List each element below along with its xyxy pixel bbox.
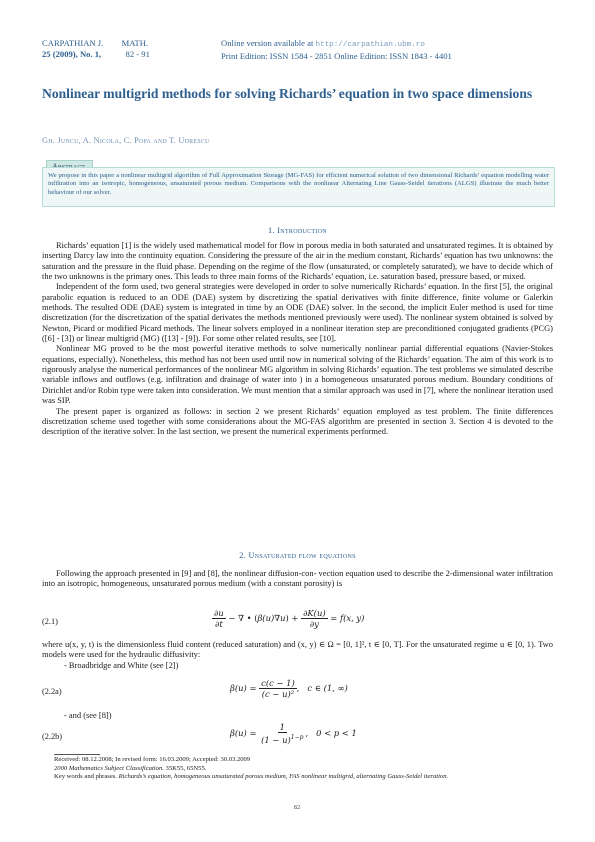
keywords (54, 773, 554, 782)
introduction-body (42, 240, 553, 437)
equation-2-2a-condition: c ∈ (1, ∞) (307, 683, 348, 693)
edition-info (221, 38, 561, 62)
received-dates: Received: 08.12.2008; In revised form: 16.03.2009; Accepted: 30.03.2009 (54, 756, 251, 763)
author-list: Gh. Juncu, A. Nicola, C. Popa and T. Udrescu (42, 136, 210, 145)
equation-2-2b: β(u) = $\frac{1}{(1 - u)^{1-p}}$ , 0 < p < 1 (230, 722, 357, 745)
section2-intro (42, 568, 553, 589)
equation-2-2b-condition: 0 < p < 1 (316, 727, 357, 738)
equation-2-2a: β(u) = $\frac{c(c - 1)}{\text{(c − u)²}}$ , c ∈ (1, ∞) (230, 678, 348, 699)
online-url-link[interactable]: http://carpathian.ubm.ro (315, 41, 425, 49)
journal-header (42, 38, 192, 60)
abstract-text: We propose in this paper a nonlinear multigrid algorithm of Full Approximation Storage (MG-FAS) for efficient numerical solution of two dimensional Richards’ equation modelling water infiltration into an isotropic, homogeneous, unsaturated porous medium. Comparisons with the nonlinear Alternating Line Gauss-Seidel iterations (ALGS) illustrate the much better behaviour of our solver. (48, 172, 549, 196)
model-item-second: - and (see [8]) (64, 710, 112, 720)
section2-paragraph: Following the approach presented in [9] and [8], the nonlinear diffusion-con- vection equation used to describe the 2-dimensional water infiltration into an isotropic, homogeneous, unsaturated porous medium (with a constant porosity) is (42, 568, 553, 589)
intro-paragraph: Richards’ equation [1] is the widely used mathematical model for flow in porous media in both saturated and unsaturated regimes. It is obtained by inserting Darcy law into the continuity equation. Considering the pressure of the air in the medium constant, Richards’ equation has two unknowns: the saturation and the pressure in the fluid phase. Depending on the regime of the flow (unsaturated, or completely saturated), we have to decide which of the two unknowns is the primary ones. This leads to three main forms of the Richards’ equation, i.e. saturation based, pressure based, or mixed. (42, 240, 553, 282)
footnotes (54, 756, 554, 782)
equation-label-2-1: (2.1) (42, 617, 58, 626)
keywords-list: Richards’s equation, homogeneous unsaturated porous medium, FAS nonlinear multigrid, alternating Gauss-Seidel iteration. (118, 773, 449, 781)
online-label: Online version available at (221, 38, 314, 48)
intro-paragraph: Independent of the form used, two general strategies were developed in order to solve numerically Richards’ equation. In the first [5], the original parabolic equation is reduced to an ODE (DAE) system by discretizing the spatial derivatives with finite difference, finite volume or Galerkin methods. The resulted ODE (DAE) system is integrated in time by an ODE (DAE) solver. In the second, the implicit Euler method is used for time discretization (for the discretization of the spatial derivates the methods mentioned previously were used). The nonlinear system obtained is solved by Newton, Picard or modified Picard methods. The linear solvers employed in a nonlinear iteration step are preconditioned conjugated gradients (PCG) ([6] - [3]) or linear multigrid (MG) ([13] - [9]). For some other related results, see [10]. (42, 281, 553, 344)
section-heading-introduction: 1. Introduction (268, 226, 327, 235)
equation-2-1-explanation: where u(x, y, t) is the dimensionless fluid content (reduced saturation) and (x, y) ∈ Ω = [0, 1]², t ∈ [0, T]. For the unsaturated regime u ∈ [0, 1). Two models were used for the hydraulic diffusivity: (42, 639, 553, 660)
msc-classification (54, 765, 554, 774)
keywords-label: Key words and phrases. (54, 773, 117, 781)
intro-paragraph: Nonlinear MG proved to be the most powerful iterative methods to solve numerically nonlinear partial differential equations (Navier-Stokes equations, especially). Nonetheless, this method has not been used until now in numerical solving of the Richards’ equation. The aim of this work is to rigorously analyse the numerical performances of the nonlinear MG algorithm in solving Richards’ equation. The test problems we simulated describe variable inflows and outflows (e.g. infiltration and drainage of water into ) in a homogeneous unsaturated porous medium. Boundary conditions of Dirichlet and/or Robin type were taken into consideration. We must mention that a similar approach was used in [7], where the nonlinear iteration used was SIP. (42, 343, 553, 406)
msc-codes: 35K55, 65N55. (165, 764, 207, 772)
model-item-broadbridge-white: - Broadbridge and White (see [2]) (64, 660, 179, 670)
equation-label-2-2b: (2.2b) (42, 732, 63, 741)
page-number: 82 (293, 804, 301, 811)
journal-name: CARPATHIAN J. (42, 38, 104, 48)
print-edition: Print Edition: ISSN 1584 - 2851 Online Edition: ISSN 1843 - 4401 (221, 51, 452, 61)
page-range: 82 - 91 (125, 49, 150, 59)
paper-title: Nonlinear multigrid methods for solving Richards’ equation in two space dimensions (42, 86, 533, 101)
journal-field: MATH. (121, 38, 149, 48)
intro-paragraph: The present paper is organized as follows: in section 2 we present Richards’ equation employed as test problem. The finite differences discretization scheme used together with some considerations about the MG-FAS algorithm are presented in section 3. Section 4 is devoted to the description of the iterative solver. In the last section, we present the numerical experiments performed. (42, 405, 553, 437)
equation-label-2-2a: (2.2a) (42, 687, 62, 696)
abstract-box (42, 167, 555, 207)
footnote-divider (54, 754, 100, 755)
msc-label: 2000 Mathematics Subject Classification. (54, 764, 164, 772)
volume-issue: 25 (2009), No. 1, (42, 49, 102, 59)
equation-2-1: $\frac{\partial u}{\partial t}$ − ∇ • (β(u)∇u) + $\frac{\partial K(u)}{\partial y}$ = f(x, y) (214, 608, 365, 629)
section-heading-unsaturated-flow: 2. Unsaturated flow equations (239, 551, 356, 560)
